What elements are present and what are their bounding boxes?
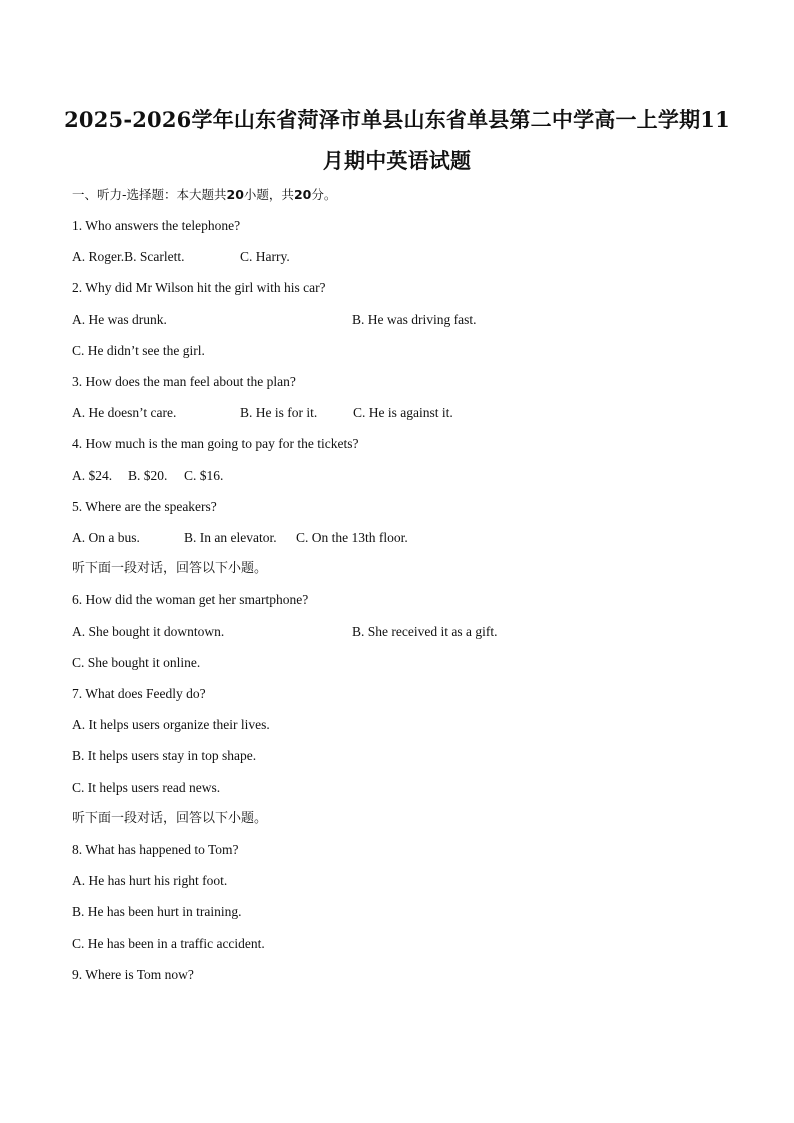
exam-title-line-2: 月期中英语试题 <box>322 148 472 173</box>
exam-title-line-1: 2025-2026学年山东省菏泽市单县山东省单县第二中学高一上学期11 <box>64 107 730 132</box>
question-7: 7. What does Feedly do? <box>72 686 206 701</box>
q7-option-b: B. It helps users stay in top shape. <box>72 748 257 763</box>
q8-option-b: B. He has been hurt in training. <box>72 904 242 919</box>
section-question-count: 20 <box>226 187 244 202</box>
question-5-options <box>72 529 408 547</box>
section-suffix: 分。 <box>311 187 337 202</box>
q8-option-a: A. He has hurt his right foot. <box>72 873 228 888</box>
question-9: 9. Where is Tom now? <box>72 967 194 982</box>
question-8: 8. What has happened to Tom? <box>72 842 239 857</box>
question-3-options <box>72 404 453 422</box>
listening-instruction-2: 听下面一段对话，回答以下小题。 <box>72 811 268 826</box>
section-heading <box>72 186 336 204</box>
q6-option-c: C. She bought it online. <box>72 655 201 670</box>
q1-option-c: C. Harry. <box>240 249 290 264</box>
question-5: 5. Where are the speakers? <box>72 499 217 514</box>
q7-option-a: A. It helps users organize their lives. <box>72 717 270 732</box>
q1-option-a: A. Roger. <box>72 249 125 264</box>
question-4-options <box>72 467 224 485</box>
q4-option-a: A. $24. <box>72 468 113 483</box>
q5-option-a: A. On a bus. <box>72 530 140 545</box>
q5-option-c: C. On the 13th floor. <box>296 530 408 545</box>
listening-instruction-1: 听下面一段对话，回答以下小题。 <box>72 561 268 576</box>
q3-option-a: A. He doesn’t care. <box>72 405 177 420</box>
question-6: 6. How did the woman get her smartphone? <box>72 592 309 607</box>
question-6-options-row1 <box>72 623 498 641</box>
q6-option-b: B. She received it as a gift. <box>352 624 498 639</box>
q1-option-b: B. Scarlett. <box>124 249 185 264</box>
question-4: 4. How much is the man going to pay for the tickets? <box>72 436 359 451</box>
q6-option-a: A. She bought it downtown. <box>72 624 225 639</box>
q8-option-c: C. He has been in a traffic accident. <box>72 936 265 951</box>
q4-option-c: C. $16. <box>184 468 224 483</box>
q4-option-b: B. $20. <box>128 468 168 483</box>
question-2: 2. Why did Mr Wilson hit the girl with his car? <box>72 280 326 295</box>
section-prefix: 一、听力-选择题：本大题共 <box>72 187 227 202</box>
q3-option-b: B. He is for it. <box>240 405 318 420</box>
q5-option-b: B. In an elevator. <box>184 530 277 545</box>
question-1-options <box>72 248 290 266</box>
q3-option-c: C. He is against it. <box>353 405 453 420</box>
q2-option-c: C. He didn’t see the girl. <box>72 343 205 358</box>
question-1: 1. Who answers the telephone? <box>72 218 241 233</box>
question-2-options-row1 <box>72 311 477 329</box>
q2-option-b: B. He was driving fast. <box>352 312 477 327</box>
question-3: 3. How does the man feel about the plan? <box>72 374 296 389</box>
q7-option-c: C. It helps users read news. <box>72 780 221 795</box>
section-points: 20 <box>293 187 312 202</box>
q2-option-a: A. He was drunk. <box>72 312 167 327</box>
section-mid: 小题，共 <box>243 187 294 202</box>
